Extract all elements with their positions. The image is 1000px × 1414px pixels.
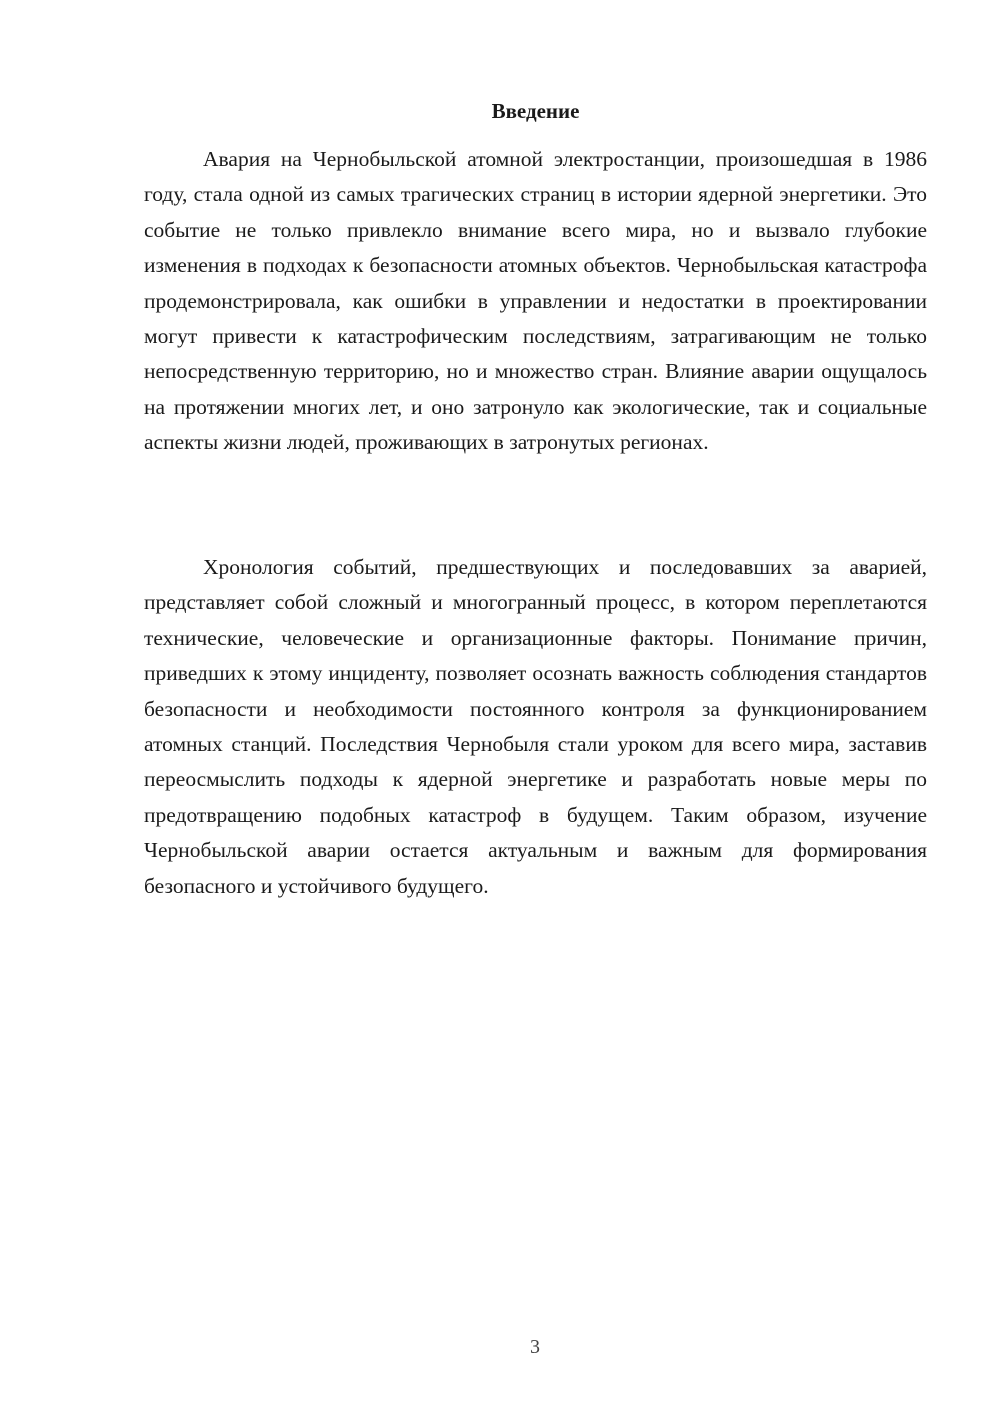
paragraph-1: Авария на Чернобыльской атомной электростанции, произошедшая в 1986 году, стала одной из самых трагических страниц в истории ядерной энергетики. Это событие не только привлекло внимание всего мира, но и вызвало глубокие изменения в подходах к безопасности атомных объектов. Чернобыльская катастрофа продемонстрировала, как ошибки в управлении и недостатки в проектировании могут привести к катастрофическим последствиям, затрагивающим не только непосредственную территорию, но и множество стран. Влияние аварии ощущалось на протяжении многих лет, и оно затронуло как экологические, так и социальные аспекты жизни людей, проживающих в затронутых регионах. [144,147,927,455]
section-title: Введение [491,99,580,123]
page-number: 3 [530,1336,540,1358]
paragraph-2: Хронология событий, предшествующих и последовавших за аварией, представляет собой сложный и многогранный процесс, в котором переплетаются технические, человеческие и организационные факторы. Понимание причин, приведших к этому инциденту, позволяет осознать важность соблюдения стандартов безопасности и необходимости постоянного контроля за функционированием атомных станций. Последствия Чернобыля стали уроком для всего мира, заставив переосмыслить подходы к ядерной энергетике и разработать новые меры по предотвращению подобных катастроф в будущем. Таким образом, изучение Чернобыльской аварии остается актуальным и важным для формирования безопасного и устойчивого будущего. [144,555,927,898]
